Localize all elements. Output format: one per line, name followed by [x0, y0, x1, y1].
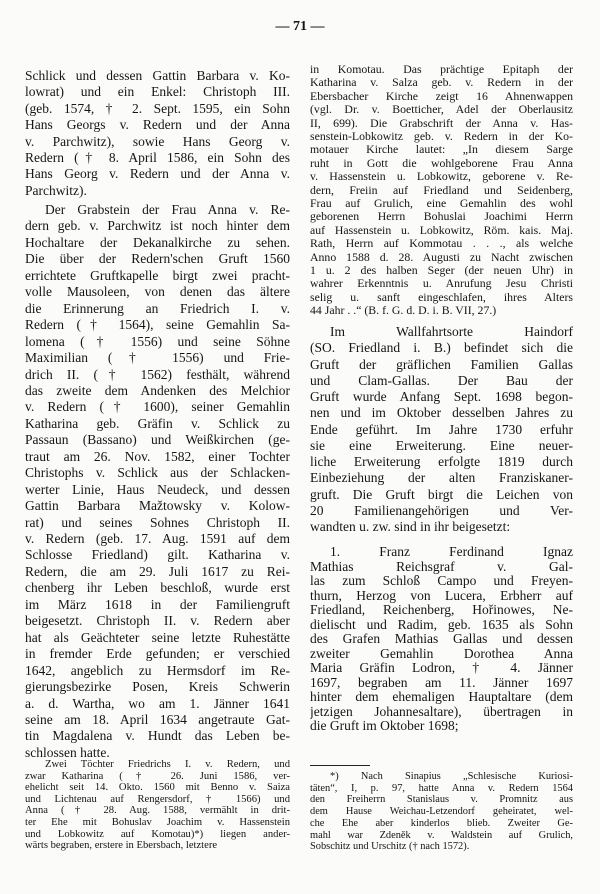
- text-line: a. d. Wartha, wo am 1. Jänner 1641: [25, 695, 290, 711]
- text-line: Hans Georgs v. Redern und der Anna: [25, 117, 290, 133]
- footnote-divider: [310, 765, 370, 766]
- text-line: Im Wallfahrtsorte Haindorf: [330, 324, 573, 339]
- text-line: *) Nach Sinapius „Schlesische Kuriosi-: [330, 771, 573, 782]
- text-line: die Erinnerung an Friedrich I. v.: [25, 300, 290, 316]
- text-line: Der Grabstein der Frau Anna v. Re-: [45, 202, 290, 217]
- text-line: das zweite dem Andenken des Melchior: [25, 382, 290, 398]
- text-line: dielischt und Radim, geb. 1635 als Sohn: [310, 617, 573, 632]
- text-line: 44 Jahr . .“ (B. f. G. d. D. i. B. VII, 27.): [310, 304, 497, 318]
- text-line: werter Linie, Haus Neudeck, und dessen: [25, 481, 290, 497]
- text-line: und Lichtenau auf Rengersdorf, † 1566) und: [25, 793, 290, 805]
- text-line: Redern († 1564), seine Gemahlin Sa-: [25, 317, 290, 333]
- text-line: ehelicht seit 14. Okto. 1560 mit Benno v. Saiza: [25, 782, 290, 794]
- text-line: und Clam-Gallas. Der Bau der: [310, 372, 573, 388]
- text-line: chenberg ihr Leben beschloß, wurde erst: [25, 580, 290, 596]
- text-line: die Gruft im Oktober 1698;: [310, 719, 459, 733]
- text-line: Redern († 8. April 1586, ein Sohn des: [25, 150, 290, 165]
- text-line: (SO. Friedland i. B.) befindet sich die: [310, 340, 573, 356]
- text-line: im März 1618 in der Familiengruft: [25, 596, 290, 612]
- text-line: zweiter Gemahlin Dorothea Anna: [310, 646, 573, 661]
- text-line: las zum Schloß Campo und Freyen-: [310, 574, 573, 588]
- text-line: Katharina geb. Gräfin v. Schlick zu: [25, 415, 290, 431]
- text-line: gierungsbezirke Posen, Kreis Schwerin: [25, 679, 290, 695]
- text-line: Schlick und dessen Gattin Barbara v. Ko-: [25, 68, 290, 83]
- text-line: Gattin Barbara Mažtowsky v. Kolow-: [25, 498, 290, 514]
- text-line: dern geb. v. Parchwitz ist noch hinter dem: [25, 218, 290, 234]
- text-line: des Grafen Mathias Gallas und dessen: [310, 632, 573, 646]
- text-line: und Lobkowitz auf Komotau)*) liegen ander-: [25, 828, 290, 840]
- page-number: — 71 —: [275, 19, 325, 34]
- text-line: II, 699). Die Grabschrift der Anna v. Has-: [310, 116, 573, 130]
- text-line: Zwei Töchter Friedrichs I. v. Redern, und: [45, 759, 290, 770]
- text-line: Rath, Herrn auf Kommotau . . ., als welche: [310, 237, 573, 251]
- text-line: Schlosse Friedland) gilt. Katharina v.: [25, 547, 290, 563]
- text-line: Gruft wurde Anfang Sept. 1698 begon-: [310, 389, 573, 404]
- text-line: Frau auf Grulich, eine Gemahlin des wohl: [310, 197, 573, 210]
- text-line: Mathias Reichsgraf v. Gal-: [310, 559, 573, 574]
- text-line: ruht in Gott die wohlgeborene Frau Anna: [310, 156, 573, 170]
- text-line: v. Hassenstein u. Lobkowitz, geborene v. Re-: [310, 170, 573, 184]
- text-line: in fremder Erde gefunden; er verschied: [25, 646, 290, 662]
- text-line: den Freiherrn Stanislaus v. Promnitz aus: [310, 794, 573, 806]
- text-line: drich II. († 1562) festhält, während: [25, 366, 290, 382]
- text-line: Ebersbacher Kirche zeigt 16 Ahnenwappen: [310, 89, 573, 103]
- text-line: rat) und seines Sohnes Christoph II.: [25, 514, 290, 530]
- text-line: (vgl. Dr. v. Boetticher, Adel der Oberlausitz: [310, 103, 573, 117]
- text-line: jetzigen Johannesaltare), übertragen in: [310, 704, 573, 719]
- text-line: volle Mausoleen, von denen das ältere: [25, 284, 290, 300]
- text-line: seine am 18. April 1634 angetraute Gat-: [25, 711, 290, 727]
- text-line: 1. Franz Ferdinand Ignaz: [330, 545, 573, 559]
- text-line: Anna († 28. Aug. 1588, vermählt in drit-: [25, 805, 290, 817]
- text-line: Ende geführt. Im Jahre 1730 erfuhr: [310, 421, 573, 437]
- text-line: 1697, begraben am 11. Jänner 1697: [310, 675, 573, 690]
- text-line: dem Hause Weichau-Letzendorf geheiratet, wel-: [310, 806, 573, 818]
- text-line: auf Hassenstein u. Lobkowitz, Röm. kais. Maj.: [310, 223, 573, 237]
- text-line: gruft. Die Gruft birgt die Leichen von: [310, 486, 573, 502]
- text-line: tin Magdalena v. Hundt das Leben be-: [25, 728, 290, 744]
- text-line: Maria Gräfin Lodron, † 4. Jänner: [310, 661, 573, 675]
- text-line: motauer Kirche lautet: „In diesem Sarge: [310, 143, 573, 157]
- text-line: Anno 1588 d. 28. Augusti zu Nacht zwischen: [310, 250, 573, 264]
- text-line: (geb. 1574, † 2. Sept. 1595, ein Sohn: [25, 100, 290, 116]
- text-line: in Komotau. Das prächtige Epitaph der: [310, 63, 573, 76]
- text-line: Passaun (Bassano) und Weißkirchen (ge-: [25, 432, 290, 448]
- text-line: ter Ehe mit Bohuslav Joachim v. Hassenstein: [25, 817, 290, 828]
- text-line: beigesetzt. Christoph II. v. Redern aber: [25, 613, 290, 629]
- text-line: Hans Georg v. Redern und der Anna v.: [25, 166, 290, 182]
- text-line: sie eine Erweiterung. Eine neuer-: [310, 437, 573, 453]
- text-line: selig u. sanft eingeschlafen, ihres Alters: [310, 290, 573, 304]
- text-line: wärts begraben, erstere in Ebersbach, letztere: [25, 840, 218, 852]
- text-line: nen und im Oktober desselben Jahres zu: [310, 405, 573, 421]
- text-line: liche Erweiterung erfolgte 1819 durch: [310, 454, 573, 469]
- text-line: hat als Geächteter seine letzte Ruhestätte: [25, 629, 290, 645]
- text-line: geborenen Herrn Bohuslai Joachimi Herrn: [310, 210, 573, 224]
- text-line: Gruft der gräflichen Familien Gallas: [310, 356, 573, 372]
- text-line: lowrat) und ein Enkel: Christoph III.: [25, 84, 290, 100]
- text-line: Maximilian († 1556) und Frie-: [25, 350, 290, 366]
- text-line: Sobschitz und Urschitz († nach 1572).: [310, 841, 470, 853]
- text-line: schlossen hatte.: [25, 744, 110, 760]
- text-line: dern, Freiin auf Friedland und Seidenberg,: [310, 183, 573, 197]
- text-line: v. Parchwitz), sowie Hans Georg v.: [25, 133, 290, 149]
- text-line: errichtete Gruftkapelle birgt zwei pracht-: [25, 267, 290, 283]
- text-line: lomena († 1556) und seine Söhne: [25, 333, 290, 349]
- text-line: Christophs v. Schlick aus der Schlacken-: [25, 465, 290, 481]
- text-line: täten“, I, p. 97, hatte Anna v. Redern 1564: [310, 782, 573, 794]
- text-line: 20 Familienangehörigen und Ver-: [310, 502, 573, 518]
- text-line: hinter dem ehemaligen Hauptaltare (dem: [310, 690, 573, 704]
- text-line: senstein-Lobkowitz geb. v. Redern in der Ko-: [310, 130, 573, 143]
- text-line: Katharina v. Salza geb. v. Redern in der: [310, 76, 573, 90]
- text-line: traut am 26. Nov. 1582, einer Tochter: [25, 448, 290, 464]
- text-line: v. Redern († 1600), seiner Gemahlin: [25, 399, 290, 415]
- text-line: che Ehe aber kinderlos blieb. Zweiter Ge-: [310, 817, 573, 829]
- text-line: mahl war Zdeněk v. Waldstein auf Grulich,: [310, 829, 573, 841]
- text-line: 1 u. 2 des halben Seger (der neuen Uhr) in: [310, 264, 573, 277]
- text-line: zwar Katharina († 26. Juni 1586, ver-: [25, 770, 290, 782]
- text-line: Redern, die am 29. Juli 1617 zu Rei-: [25, 563, 290, 579]
- text-line: Parchwitz).: [25, 182, 87, 198]
- text-line: wandten u. zw. sind in ihr beigesetzt:: [310, 519, 511, 534]
- text-line: Friedland, Reichenberg, Hořinowes, Ne-: [310, 603, 573, 617]
- text-line: thurn, Herzog von Lucera, Erbherr auf: [310, 588, 573, 603]
- text-line: Hochaltare der Dekanalkirche zu sehen.: [25, 234, 290, 250]
- text-line: Die über der Redern'schen Gruft 1560: [25, 251, 290, 267]
- text-line: v. Redern (geb. 17. Aug. 1591 auf dem: [25, 531, 290, 546]
- text-line: wahrer Erkenntnis u. Anrufung Jesu Christi: [310, 277, 573, 291]
- text-line: 1642, angeblich zu Hermsdorf im Re-: [25, 662, 290, 678]
- text-line: Einbeziehung der alten Franziskaner-: [310, 470, 573, 486]
